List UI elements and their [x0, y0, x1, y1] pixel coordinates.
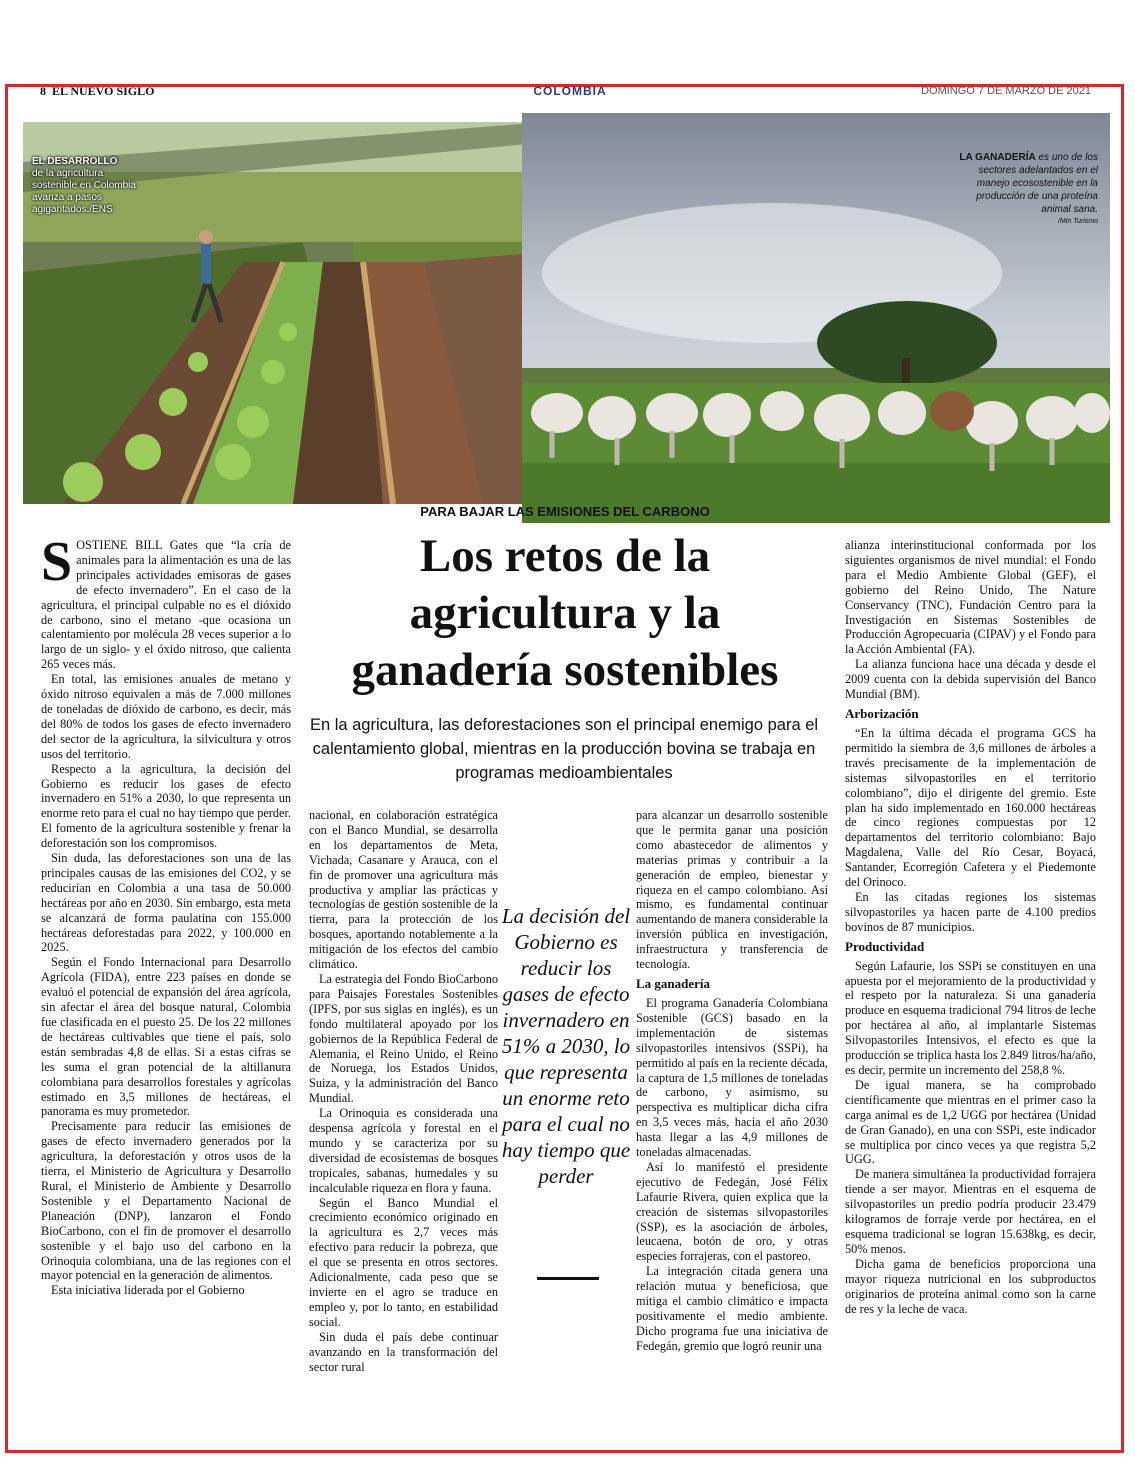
paragraph: Según el Fondo Internacional para Desarrollo Agrícola (FIDA), entre 223 países en donde se evaluó el potencial de expansión del área agrícola, sin afectar el área del bosque natural, Colombia fue clasificada en el puesto 25. De los 22 millones de hectáreas cultivables que tiene el país, solo están sembradas 4,8 de ellas. Si a estas cifras se les suma el gran potencial de la altillanura colombiana para desarrollos forestales y agrícolas estimado en 3,5 millones de hectáreas, el panorama es muy prometedor. [41, 955, 291, 1119]
article-deck: En la agricultura, las deforestaciones son el principal enemigo para el calentamiento global, mientras en la producción bovina se trabaja en programas medioambientales [309, 716, 819, 782]
article-column-1 [41, 531, 291, 1298]
paragraph: Respecto a la agricultura, la decisión del Gobierno es reducir los gases de efecto invernadero en 51% a 2030, lo que representa un enorme reto para el cual no hay tiempo que perder. El fomento de la agricultura sostenible y frenar la deforestación son los compromisos. [41, 761, 291, 851]
subheading-productividad: Productividad [845, 938, 925, 954]
paragraph: La alianza funciona hace una década y desde el 2009 cuenta con la debida supervisión del Banco Mundial (BM). [845, 657, 1096, 702]
paragraph: La Orinoquia es considerada una despensa agrícola y forestal en el mundo y se caracteriza por su diversidad de ecosistemas de bosques tropicales, sabanas, humedales y su incalculable riqueza en flora y fauna. [309, 1106, 498, 1195]
paragraph: alianza interinstitucional conformada por los siguientes organismos de nivel mundial: el Fondo para el Medio Ambiente Global (GEF), el gobierno del Reino Unido, The Nature Conservancy (TNC), Fundación Centro para la Investigación en Sistemas Sostenibles de Producción Agropecuaria (CIPAV) y el Fondo para la Acción Ambiental (FA). [845, 538, 1096, 657]
paragraph: Según Lafaurie, los SSPi se constituyen en una apuesta por el mejoramiento de la productividad y el respeto por la naturaleza. Si una ganadería produce en esquema tradicional 794 litros de leche por hectárea al año, al implantarle Sistemas Silvopastoriles Intensivos, el efecto es que la producción se triplica hasta los 2.849 litros/ha/año, es decir, permite un incremento del 258,8 %. [845, 958, 1096, 1077]
issue-date: DOMINGO 7 DE MARZO DE 2021 [921, 85, 1091, 97]
caption-lead: LA GANADERÍA [959, 152, 1036, 163]
drop-cap: S [41, 531, 73, 593]
photo-credit: /Min Turismo [1058, 218, 1098, 225]
paragraph: Sin duda el país debe continuar avanzando en la transformación del sector rural [309, 1329, 498, 1374]
caption-body: de la agricultura sostenible en Colombia avanza a pasos agigantados./ENS [32, 168, 136, 215]
article-column-4 [845, 538, 1096, 1316]
paragraph: La integración citada genera una relación mutua y beneficiosa, que mitiga el cambio climático e impacta positivamente el medio ambiente. Dicho programa fue una iniciativa de Fedegán, gremio que logró reunir una [636, 1264, 828, 1353]
cattle-photo-caption [952, 151, 1098, 228]
subheading-ganaderia: La ganadería [636, 975, 711, 991]
caption-lead: EL DESARROLLO [32, 156, 118, 167]
article-headline: Los retos de la agricultura y la ganadería sostenibles [351, 530, 779, 696]
paragraph: La estrategia del Fondo BioCarbono para Paisajes Forestales Sostenibles (IPFS, por sus siglas en inglés), es un fondo multilateral apoyado por los gobiernos de la República Federal de Alemania, el Reino Unido, el Reino de Noruega, los Estados Unidos, Suiza, y la administración del Banco Mundial. [309, 971, 498, 1106]
paragraph: Dicha gama de beneficios proporciona una mayor riqueza nutricional en los subproductos originarios de proteína animal como son la carne de res y la leche de vaca. [845, 1256, 1096, 1316]
page-number: 8 [40, 84, 46, 98]
caption-body: es uno de los sectores adelantados en el manejo ecosostenible en la producción de una proteína animal sana. [976, 152, 1098, 215]
paragraph: El programa Ganadería Colombiana Sostenible (GCS) basado en la implementación de sistemas silvopastoriles intensivos (SSPi), ha permitido al país en la reciente década, la captura de 1,5 millones de toneladas de carbono, y asimismo, su perspectiva es multiplicar dicha cifra en 3,5 veces más, hacia el año 2030 hasta llegar a las 4,9 millones de toneladas almacenadas. [636, 995, 828, 1160]
pull-quote: La decisión del Gobierno es reducir los gases de efecto invernadero en 51% a 2030, lo que representa un enorme reto para el cual no hay tiempo que perder [501, 904, 631, 1188]
paragraph: En total, las emisiones anuales de metano y óxido nitroso equivalen a más de 7.000 millones de toneladas de dióxido de carbono, es decir, más del 80% de todos los gases de efecto invernadero del sector de la agricultura, la silvicultura y otros usos del territorio. [41, 672, 291, 761]
paragraph-text: OSTIENE BILL Gates que “la cría de animales para la alimentación es una de las principales actividades emisoras de gases de efecto invernadero”. En el caso de la agricultura, el principal culpable no es el dióxido de carbono, sino el metano -que ocasiona un calentamiento por molécula 28 veces superior a lo largo de un siglo- y el óxido nitroso, que calienta 265 veces más. [41, 538, 291, 672]
paragraph: para alcanzar un desarrollo sostenible que le permita ganar una posición como abastecedor de alimentos y materias primas y contribuir a la generación de empleo, bienestar y riqueza en el campo colombiano. Así mismo, es fundamental continuar aumentando de manera considerable la inversión pública en investigación, infraestructura y transferencia de tecnología. [636, 808, 828, 972]
article-kicker: PARA BAJAR LAS EMISIONES DEL CARBONO [420, 504, 710, 519]
paragraph [41, 531, 291, 672]
paragraph: En las citadas regiones los sistemas silvopastoriles ya hacen parte de 4.100 predios bovinos de 87 municipios. [845, 889, 1096, 934]
paragraph: Precisamente para reducir las emisiones de gases de efecto invernadero generados por la agricultura, la deforestación y otros usos de la tierra, el Ministerio de Agricultura y Desarrollo Rural, el Ministerio de Ambiente y Desarrollo Sostenible y el Departamento Nacional de Planeación (DNP), lanzaron el Fondo BioCarbono, con el fin de promover el desarrollo sostenible y el bajo uso del carbono en la Orinoquia colombiana, una de las regiones con el mayor potencial en la generación de alimentos. [41, 1119, 291, 1283]
paragraph: De manera simultánea la productividad forrajera tiende a ser mayor. Mientras en el esquema de silvopastoriles un predio podría producir 23.479 kilogramos de forraje verde por hectárea, en el esquema tradicional se logran 15.638kg, es decir, 50% menos. [845, 1167, 1096, 1256]
paragraph: Así lo manifestó el presidente ejecutivo de Fedegán, José Félix Lafaurie Rivera, quien explica que la creación de sistemas silvopastoriles (SSP), es la asociación de árboles, leucaena, botón de oro, y otras especies forrajeras, con el pastoreo. [636, 1159, 828, 1264]
paragraph: “En la última década el programa GCS ha permitido la siembra de 3,6 millones de árboles a través precisamente de la implementación de sistemas silvopastoriles en el territorio colombiano”, dijo el dirigente del gremio. Este plan ha sido implementado en 160.000 hectáreas de cinco regiones compuestas por 12 departamentos del territorio colombiano: Bajo Magdalena, Valle del Río Cesar, Boyacá, Santander, Ecorregión Cafetera y el Piedemonte del Orinoco. [845, 725, 1096, 890]
paragraph: De igual manera, se ha comprobado científicamente que mientras en el primer caso la carga animal es de 1,2 UGG por hectárea (Unidad de Gran Ganado), en una con SSPi, este indicador se multiplica por cinco veces ya que registra 5,2 UGG. [845, 1077, 1096, 1167]
paragraph: Según el Banco Mundial el crecimiento económico originado en la agricultura es 2,7 veces más efectivo para reducir la pobreza, que el que se presenta en otros sectores. Adicionalmente, cada peso que se invierte en el agro se traduce en empleo y, por lo tanto, en estabilidad social. [309, 1195, 498, 1329]
paragraph: nacional, en colaboración estratégica con el Banco Mundial, se desarrolla en los departamentos de Meta, Vichada, Casanare y Arauca, con el fin de promover una agricultura más productiva y ampliar las prácticas y tecnologías de gestión sostenible de la tierra, para la protección de los bosques, aportando notablemente a la mitigación de los efectos del cambio climático. [309, 808, 498, 972]
section-title: COLOMBIA [533, 84, 607, 98]
paragraph: Esta iniciativa liderada por el Gobierno [51, 1283, 245, 1298]
publication-name: EL NUEVO SIGLO [52, 84, 155, 98]
pull-quote-rule [537, 1277, 599, 1280]
subheading-arborizacion: Arborización [845, 705, 919, 721]
paragraph: Sin duda, las deforestaciones son una de las principales causas de las emisiones del CO2, y se reducirían en Colombia a una tasa de 50.000 hectáreas por año en 2030. Sin embargo, esta meta se alcanzará de forma paulatina con 155.000 hectáreas deforestadas para 2022, y 100.000 en 2025. [41, 851, 291, 955]
page-header-left [40, 84, 154, 98]
agriculture-photo-caption [32, 156, 142, 216]
